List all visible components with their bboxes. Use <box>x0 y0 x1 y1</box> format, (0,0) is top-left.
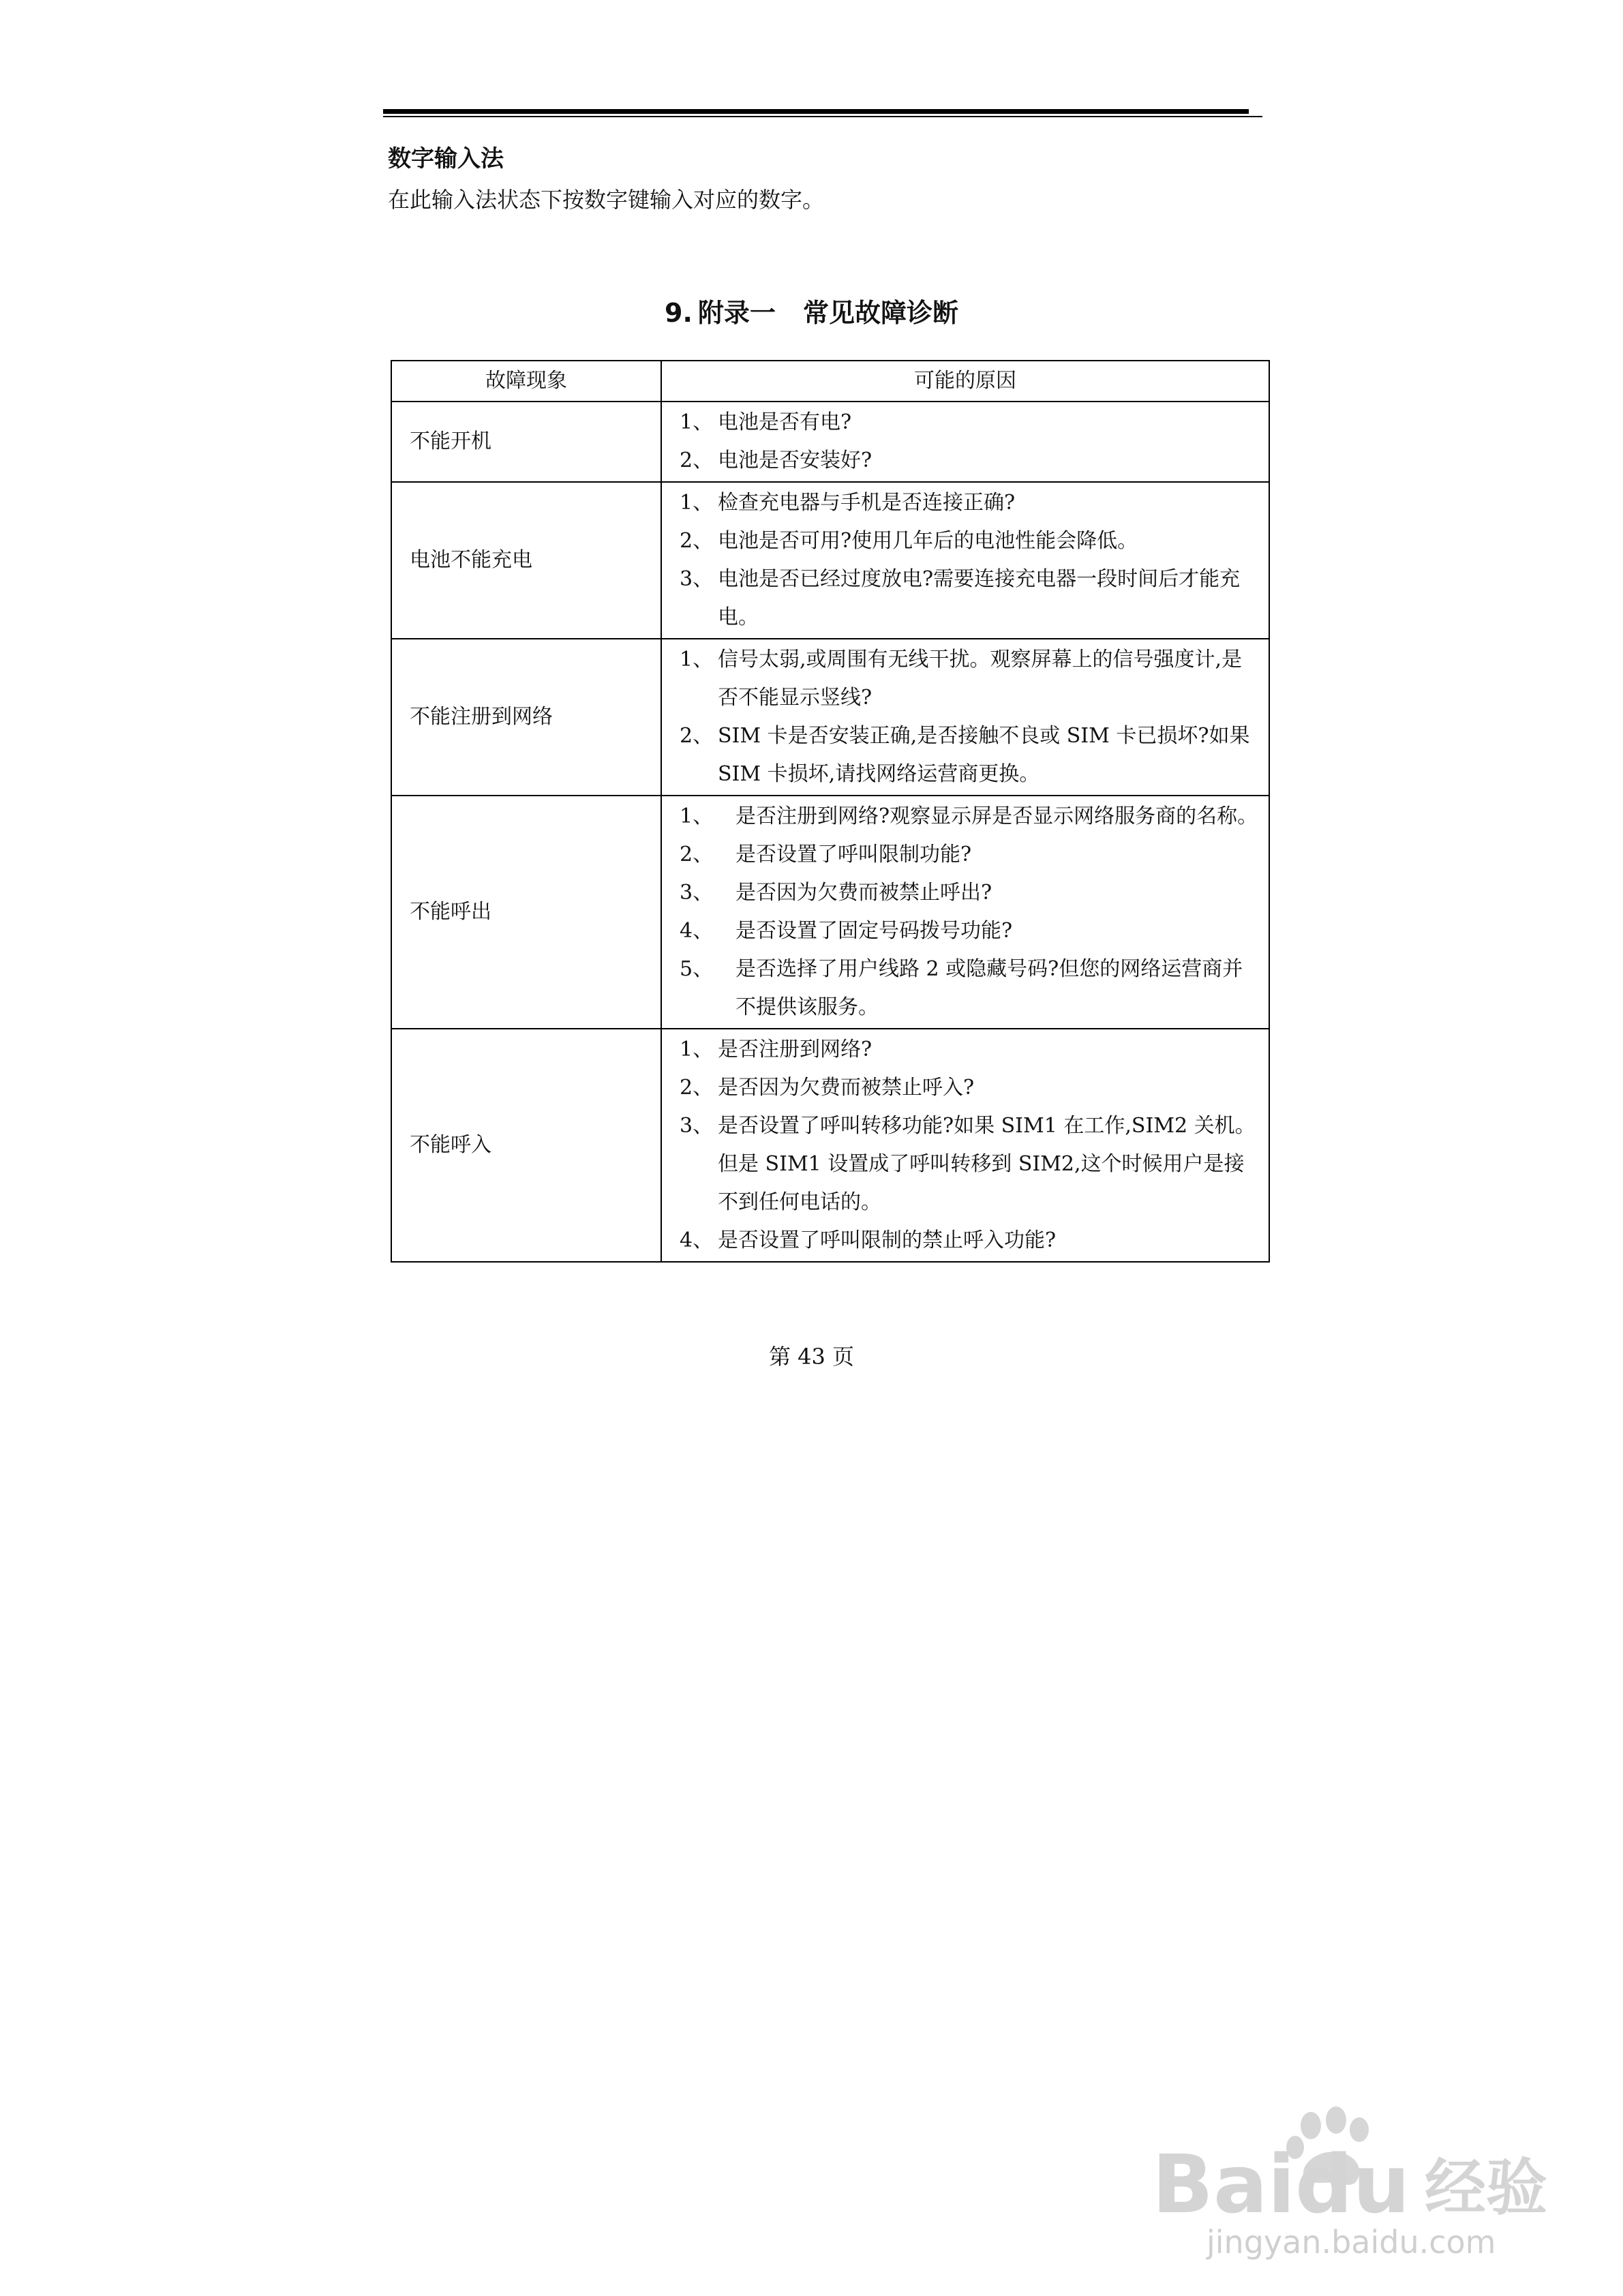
table-row <box>391 796 1269 1029</box>
causes-cell <box>661 639 1269 796</box>
cause-number: 2、 <box>680 1076 714 1100</box>
cause-item <box>680 404 1259 442</box>
page-number: 第 43 页 <box>768 1344 855 1370</box>
header-rule-thick <box>383 109 1249 114</box>
cause-text: 是否因为欠费而被禁止呼入? <box>718 1076 975 1100</box>
header-symptom: 故障现象 <box>391 361 661 402</box>
header-rule <box>383 109 1262 117</box>
table-row <box>391 482 1269 639</box>
cause-number: 2、 <box>680 449 714 472</box>
cause-item <box>680 912 1259 950</box>
header-rule-thin <box>383 116 1262 117</box>
table-header-row <box>391 361 1269 402</box>
cause-text: 电池是否安装好? <box>718 449 873 472</box>
cause-number: 5、 <box>680 957 714 981</box>
cause-number: 2、 <box>680 529 714 553</box>
cause-text: 是否设置了固定号码拨号功能? <box>735 919 1013 943</box>
chapter-title-a: 附录一 <box>697 298 776 328</box>
fault-table <box>391 360 1270 1263</box>
table-row <box>391 639 1269 796</box>
cause-item <box>680 1069 1259 1107</box>
cause-number: 3、 <box>680 567 714 591</box>
cause-text: 是否注册到网络? <box>718 1038 873 1061</box>
table-row <box>391 1029 1269 1262</box>
cause-text: 是否设置了呼叫限制功能? <box>735 843 972 866</box>
cause-item <box>680 717 1259 794</box>
symptom-cell: 电池不能充电 <box>391 482 661 639</box>
cause-item <box>680 1222 1259 1260</box>
causes-cell <box>661 402 1269 482</box>
cause-text: 是否注册到网络?观察显示屏是否显示网络服务商的名称。 <box>735 804 1258 828</box>
watermark-url: jingyan.baidu.com <box>1207 2224 1496 2261</box>
cause-item <box>680 950 1259 1027</box>
cause-text: SIM 卡是否安装正确,是否接触不良或 SIM 卡已损坏?如果 SIM 卡损坏,请找网络运营商更换。 <box>718 724 1250 786</box>
cause-text: 是否设置了呼叫限制的禁止呼入功能? <box>718 1228 1057 1252</box>
cause-item <box>680 1031 1259 1069</box>
cause-number: 2、 <box>680 724 714 748</box>
chapter-title-b: 常见故障诊断 <box>802 298 958 328</box>
cause-number: 4、 <box>680 919 714 943</box>
cause-number: 1、 <box>680 804 714 828</box>
cause-text: 是否因为欠费而被禁止呼出? <box>735 881 992 905</box>
cause-item <box>680 484 1259 522</box>
section-text: 在此输入法状态下按数字键输入对应的数字。 <box>388 187 825 213</box>
causes-cell <box>661 796 1269 1029</box>
symptom-cell: 不能呼出 <box>391 796 661 1029</box>
symptom-cell: 不能注册到网络 <box>391 639 661 796</box>
cause-text: 电池是否有电? <box>718 410 852 434</box>
chapter-title <box>0 292 1623 329</box>
watermark-brand-cn: 经验 <box>1425 2152 1547 2224</box>
cause-number: 3、 <box>680 881 714 905</box>
cause-number: 1、 <box>680 491 714 515</box>
cause-number: 3、 <box>680 1114 714 1138</box>
symptom-cell: 不能呼入 <box>391 1029 661 1262</box>
causes-cell <box>661 482 1269 639</box>
cause-number: 1、 <box>680 648 714 671</box>
cause-item <box>680 1107 1259 1222</box>
cause-item <box>680 836 1259 874</box>
cause-text: 检查充电器与手机是否连接正确? <box>718 491 1016 515</box>
cause-text: 信号太弱,或周围有无线干扰。观察屏幕上的信号强度计,是否不能显示竖线? <box>718 648 1243 710</box>
cause-text: 电池是否已经过度放电?需要连接充电器一段时间后才能充电。 <box>718 567 1241 629</box>
cause-number: 4、 <box>680 1228 714 1252</box>
cause-item <box>680 442 1259 480</box>
table-row <box>391 402 1269 482</box>
section-heading: 数字输入法 <box>388 145 504 172</box>
baidu-watermark-logo <box>1152 2100 1575 2263</box>
cause-item <box>680 641 1259 717</box>
cause-number: 1、 <box>680 410 714 434</box>
watermark-brand: Baidu <box>1152 2137 1410 2231</box>
symptom-cell: 不能开机 <box>391 402 661 482</box>
header-causes: 可能的原因 <box>661 361 1269 402</box>
chapter-number: 9. <box>665 298 693 328</box>
causes-cell <box>661 1029 1269 1262</box>
cause-number: 2、 <box>680 843 714 866</box>
cause-item <box>680 522 1259 560</box>
cause-item <box>680 874 1259 912</box>
cause-text: 是否选择了用户线路 2 或隐藏号码?但您的网络运营商并不提供该服务。 <box>735 957 1243 1019</box>
cause-text: 电池是否可用?使用几年后的电池性能会降低。 <box>718 529 1138 553</box>
cause-text: 是否设置了呼叫转移功能?如果 SIM1 在工作,SIM2 关机。但是 SIM1 设置成了呼叫转移到 SIM2,这个时候用户是接不到任何电话的。 <box>718 1114 1256 1214</box>
cause-number: 1、 <box>680 1038 714 1061</box>
cause-item <box>680 798 1259 836</box>
cause-item <box>680 560 1259 637</box>
